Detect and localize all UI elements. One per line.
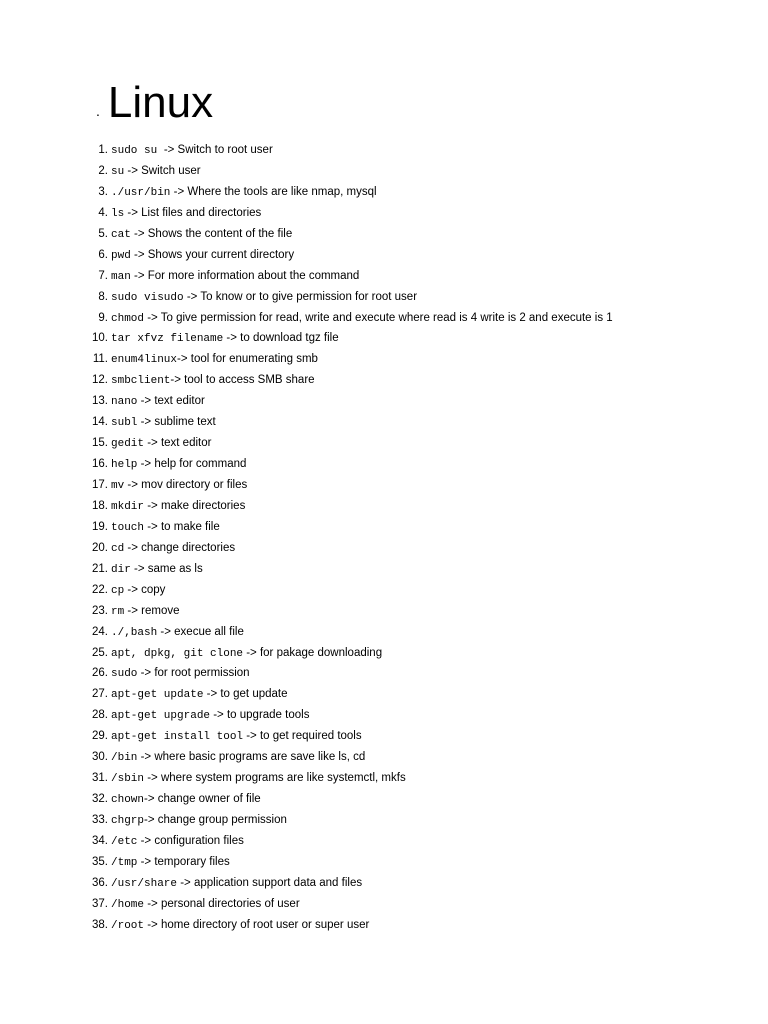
list-item (0, 349, 768, 370)
list-item (0, 580, 768, 601)
list-item-body (111, 559, 203, 581)
list-item (0, 873, 768, 894)
list-item-body (111, 391, 205, 413)
list-item-body (111, 789, 261, 811)
list-item-body (111, 894, 300, 916)
list-item-body (111, 726, 362, 748)
list-item (0, 287, 768, 308)
list-item-number: 13. (92, 395, 108, 408)
list-item (0, 894, 768, 915)
list-item (0, 224, 768, 245)
list-item-number: 23. (92, 604, 108, 617)
list-item-number: 30. (92, 751, 108, 764)
list-item-body (111, 224, 292, 246)
list-item (0, 266, 768, 287)
command-description: -> execue all file (157, 625, 244, 638)
command-text: chmod (111, 312, 145, 325)
list-item-body (111, 747, 365, 769)
list-item-body (111, 182, 377, 204)
command-text: mkdir (111, 500, 145, 513)
list-item-number: 9. (98, 311, 108, 324)
command-description: -> change directories (124, 541, 236, 554)
list-item-body (111, 810, 287, 832)
list-item-number: 1. (98, 144, 108, 156)
list-item (0, 747, 768, 768)
list-item-number: 8. (98, 290, 108, 303)
command-text: smbclient (111, 375, 171, 388)
list-item-body (111, 601, 180, 623)
command-description: -> home directory of root user or super user (144, 918, 370, 931)
list-item-body (111, 266, 359, 288)
list-item-number: 20. (92, 541, 108, 554)
list-item-number: 16. (92, 458, 108, 471)
command-list (0, 140, 768, 936)
command-text: cp (111, 584, 125, 597)
list-item-number: 3. (98, 185, 108, 198)
command-description: -> change group permission (144, 814, 287, 826)
list-item (0, 308, 768, 329)
list-item-number: 7. (98, 269, 108, 282)
list-item (0, 517, 768, 538)
command-description: -> To give permission for read, write and execute where read is 4 write is 2 and execute is 1 (144, 311, 613, 324)
list-item-number: 12. (92, 374, 108, 387)
list-item (0, 370, 768, 391)
command-text: apt-get update (111, 689, 204, 702)
list-item-number: 29. (92, 730, 108, 743)
command-text: sudo (111, 668, 138, 681)
list-item-number: 18. (92, 499, 108, 512)
command-description: -> Where the tools are like nmap, mysql (170, 185, 377, 198)
command-text: apt-get upgrade (111, 710, 211, 723)
list-item-body (111, 768, 406, 790)
command-description: -> remove (124, 604, 180, 617)
list-item-body (111, 684, 288, 706)
list-item-number: 19. (92, 520, 108, 533)
command-description: -> make directories (144, 499, 246, 512)
list-item (0, 203, 768, 224)
command-text: sudo visudo (111, 291, 184, 304)
title-text: Linux (107, 78, 214, 127)
list-item (0, 161, 768, 182)
list-item-number: 27. (92, 688, 108, 701)
command-description: -> sublime text (137, 416, 216, 429)
list-item (0, 622, 768, 643)
list-item-number: 25. (92, 646, 108, 659)
list-item-body (111, 705, 309, 727)
title-bullet: . (96, 103, 100, 119)
list-item-number: 35. (92, 855, 108, 868)
command-text: ./,bash (111, 626, 158, 639)
command-text: mv (111, 480, 125, 492)
command-text: /usr/share (111, 877, 178, 890)
list-item-number: 15. (92, 437, 108, 450)
list-item-number: 37. (92, 897, 108, 910)
command-description: -> change owner of file (144, 793, 261, 806)
command-text: ls (111, 207, 125, 220)
command-description: -> Switch user (124, 164, 201, 177)
list-item-number: 21. (92, 562, 108, 575)
list-item-number: 34. (92, 834, 108, 847)
list-item (0, 852, 768, 873)
command-description: -> for root permission (137, 667, 250, 680)
command-description: -> application support data and files (177, 876, 363, 889)
command-description: -> where basic programs are save like ls, cd (137, 751, 366, 764)
command-description: -> List files and directories (124, 206, 262, 219)
command-text: apt-get install tool (111, 731, 244, 744)
list-item-body (111, 203, 261, 225)
list-item-number: 26. (92, 667, 108, 680)
list-item-body (111, 915, 369, 937)
command-text: ./usr/bin (111, 186, 171, 199)
list-item-body (111, 663, 250, 685)
command-description: -> tool for enumerating smb (177, 353, 318, 366)
command-text: sudo su (111, 145, 164, 157)
command-text: enum4linux (111, 354, 178, 367)
command-text: tar xfvz filename (111, 333, 224, 346)
list-item (0, 684, 768, 705)
page-title (96, 72, 213, 128)
list-item-number: 17. (92, 479, 108, 491)
list-item (0, 663, 768, 684)
list-item (0, 601, 768, 622)
list-item-number: 14. (92, 416, 108, 429)
command-text: touch (111, 521, 145, 534)
list-item-number: 11. (92, 353, 108, 366)
list-item-body (111, 140, 273, 162)
list-item (0, 705, 768, 726)
list-item (0, 412, 768, 433)
list-item (0, 496, 768, 517)
list-item-body (111, 475, 247, 497)
command-text: su (111, 165, 125, 178)
command-text: chgrp (111, 815, 145, 827)
command-description: -> Switch to root user (163, 144, 273, 156)
command-description: -> tool to access SMB share (170, 374, 315, 387)
command-description: -> where system programs are like systemctl, mkfs (144, 772, 406, 785)
list-item-body (111, 873, 362, 895)
command-description: -> Shows your current directory (130, 248, 295, 261)
list-item (0, 789, 768, 810)
list-item-body (111, 308, 613, 330)
list-item-body (111, 580, 165, 602)
command-description: -> help for command (137, 458, 247, 471)
list-item (0, 831, 768, 852)
command-text: nano (111, 396, 138, 409)
list-item-body (111, 328, 339, 350)
command-text: /etc (111, 835, 138, 848)
list-item-number: 36. (92, 876, 108, 889)
list-item-body (111, 349, 318, 371)
list-item (0, 768, 768, 789)
list-item-body (111, 245, 294, 267)
list-item (0, 643, 768, 664)
command-description: -> for pakage downloading (243, 646, 383, 659)
command-text: cd (111, 542, 125, 555)
command-text: gedit (111, 438, 145, 451)
list-item-body (111, 852, 230, 874)
command-description: -> text editor (144, 437, 212, 450)
list-item-number: 6. (98, 248, 108, 261)
command-description: -> to make file (144, 520, 220, 533)
list-item (0, 140, 768, 161)
list-item-number: 22. (92, 583, 108, 596)
list-item-number: 5. (98, 227, 108, 240)
list-item (0, 328, 768, 349)
list-item-number: 10. (92, 332, 108, 345)
command-description: -> text editor (137, 395, 205, 408)
command-description: -> For more information about the command (130, 269, 360, 282)
list-item (0, 559, 768, 580)
command-description: -> To know or to give permission for root user (183, 290, 418, 303)
list-item-number: 33. (92, 814, 108, 826)
list-item-body (111, 496, 245, 518)
command-text: subl (111, 417, 138, 430)
list-item-body (111, 517, 220, 539)
list-item (0, 915, 768, 936)
command-text: /tmp (111, 856, 138, 869)
command-description: -> personal directories of user (144, 897, 300, 910)
list-item-body (111, 622, 244, 644)
list-item-number: 28. (92, 709, 108, 722)
list-item (0, 538, 768, 559)
command-description: -> to get required tools (243, 730, 362, 743)
list-item (0, 182, 768, 203)
command-text: cat (111, 228, 131, 241)
command-description: -> to get update (203, 688, 288, 701)
list-item-body (111, 161, 201, 183)
command-description: -> to upgrade tools (210, 709, 310, 722)
command-description: -> to download tgz file (223, 332, 339, 345)
list-item (0, 475, 768, 496)
command-text: /bin (111, 752, 138, 765)
list-item-body (111, 370, 315, 392)
list-item-body (111, 831, 244, 853)
command-text: /home (111, 898, 145, 911)
list-item-body (111, 433, 211, 455)
list-item (0, 810, 768, 831)
list-item-number: 31. (92, 772, 108, 785)
command-text: help (111, 459, 138, 472)
command-description: -> temporary files (137, 855, 230, 868)
command-text: man (111, 270, 131, 283)
command-description: -> copy (124, 583, 166, 596)
list-item-body (111, 643, 382, 665)
command-text: dir (111, 563, 131, 576)
list-item-number: 24. (92, 625, 108, 638)
list-item-body (111, 412, 216, 434)
command-text: rm (111, 605, 125, 618)
command-text: pwd (111, 249, 131, 262)
command-description: -> configuration files (137, 834, 244, 847)
command-description: -> Shows the content of the file (130, 227, 293, 240)
list-item (0, 433, 768, 454)
list-item-number: 2. (98, 164, 108, 177)
list-item-number: 38. (92, 918, 108, 931)
list-item (0, 391, 768, 412)
list-item (0, 726, 768, 747)
command-text: /sbin (111, 773, 145, 786)
list-item-body (111, 287, 417, 309)
command-text: /root (111, 919, 145, 932)
list-item-number: 32. (92, 793, 108, 806)
list-item-number: 4. (98, 206, 108, 219)
command-description: -> same as ls (130, 562, 203, 575)
command-text: chown (111, 794, 145, 807)
list-item-body (111, 454, 246, 476)
command-description: -> mov directory or files (124, 479, 248, 491)
list-item-body (111, 538, 235, 560)
command-text: apt, dpkg, git clone (111, 647, 244, 660)
list-item (0, 454, 768, 475)
list-item (0, 245, 768, 266)
